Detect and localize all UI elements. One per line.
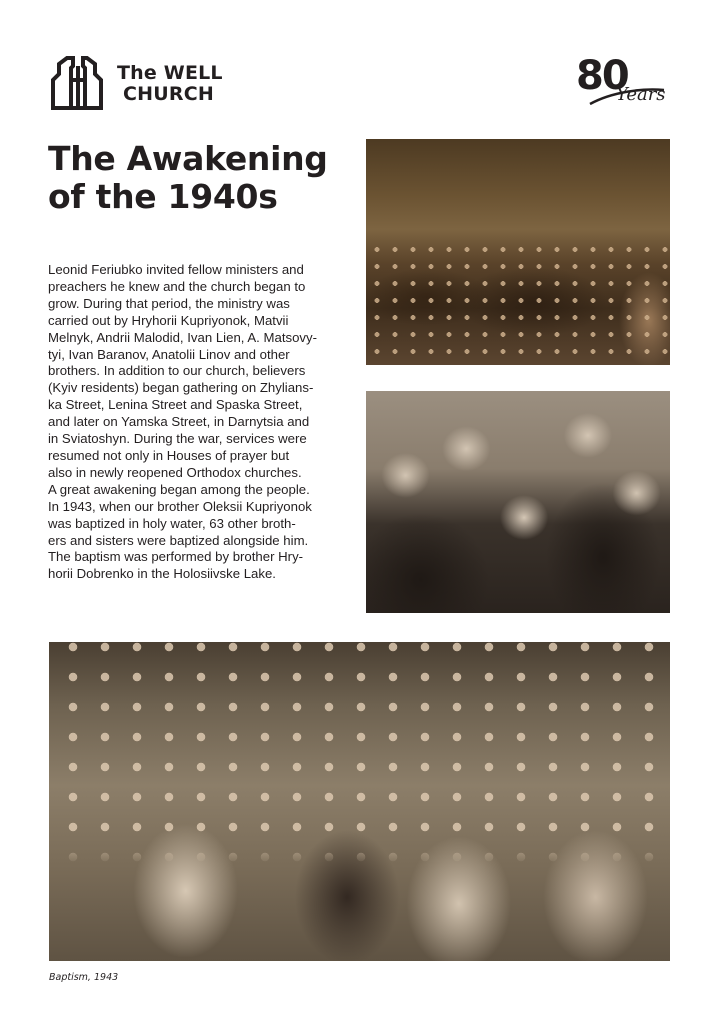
body-line: and later on Yamska Street, in Darnytsia and — [48, 414, 310, 430]
body-line: carried out by Hryhorii Kupriyonok, Matvii — [48, 312, 289, 328]
photo-crowd-texture — [49, 642, 670, 961]
body-line: horii Dobrenko in the Holosiivske Lake. — [48, 566, 276, 582]
body-line: Melnyk, Andrii Malodid, Ivan Lien, A. Matsovy- — [48, 329, 317, 345]
title-line-2: of the 1940s — [48, 177, 278, 216]
page-title — [48, 140, 358, 216]
church-building-with-cross-icon — [49, 56, 105, 112]
body-line: In 1943, when our brother Oleksii Kupriyonok — [48, 498, 312, 514]
logo-line-2: CHURCH — [123, 83, 214, 105]
logo-line-1: The WELL — [117, 62, 223, 84]
five-men-portrait-photo — [366, 391, 670, 613]
logo-wordmark — [117, 63, 223, 105]
body-line: brothers. In addition to our church, believers — [48, 363, 306, 379]
photo-crowd-texture — [366, 139, 670, 365]
body-line: tyi, Ivan Baranov, Anatolii Linov and other — [48, 346, 290, 362]
body-line: A great awakening began among the people. — [48, 481, 310, 497]
photo-caption: Baptism, 1943 — [49, 972, 119, 983]
body-line: also in newly reopened Orthodox churches. — [48, 464, 302, 480]
anniversary-badge — [572, 52, 672, 114]
body-line: in Sviatoshyn. During the war, services were — [48, 431, 307, 447]
body-line: was baptized in holy water, 63 other broth- — [48, 515, 296, 531]
baptism-group-photo — [49, 642, 670, 961]
body-line: ka Street, Lenina Street and Spaska Street, — [48, 397, 303, 413]
body-line: ers and sisters were baptized alongside him. — [48, 532, 309, 548]
body-line: The baptism was performed by brother Hry- — [48, 549, 304, 565]
title-line-1: The Awakening — [48, 139, 328, 178]
article-body — [48, 262, 360, 583]
body-line: resumed not only in Houses of prayer but — [48, 447, 290, 463]
anniversary-number: 80 — [576, 53, 628, 99]
anniversary-word: Years — [616, 84, 666, 105]
body-line: grow. During that period, the ministry was — [48, 295, 290, 311]
congregation-outdoor-photo — [366, 139, 670, 365]
body-line: Leonid Feriubko invited fellow ministers and — [48, 262, 304, 277]
body-line: (Kyiv residents) began gathering on Zhylians- — [48, 380, 314, 396]
church-logo — [49, 55, 249, 113]
body-line: preachers he knew and the church began to — [48, 278, 306, 294]
